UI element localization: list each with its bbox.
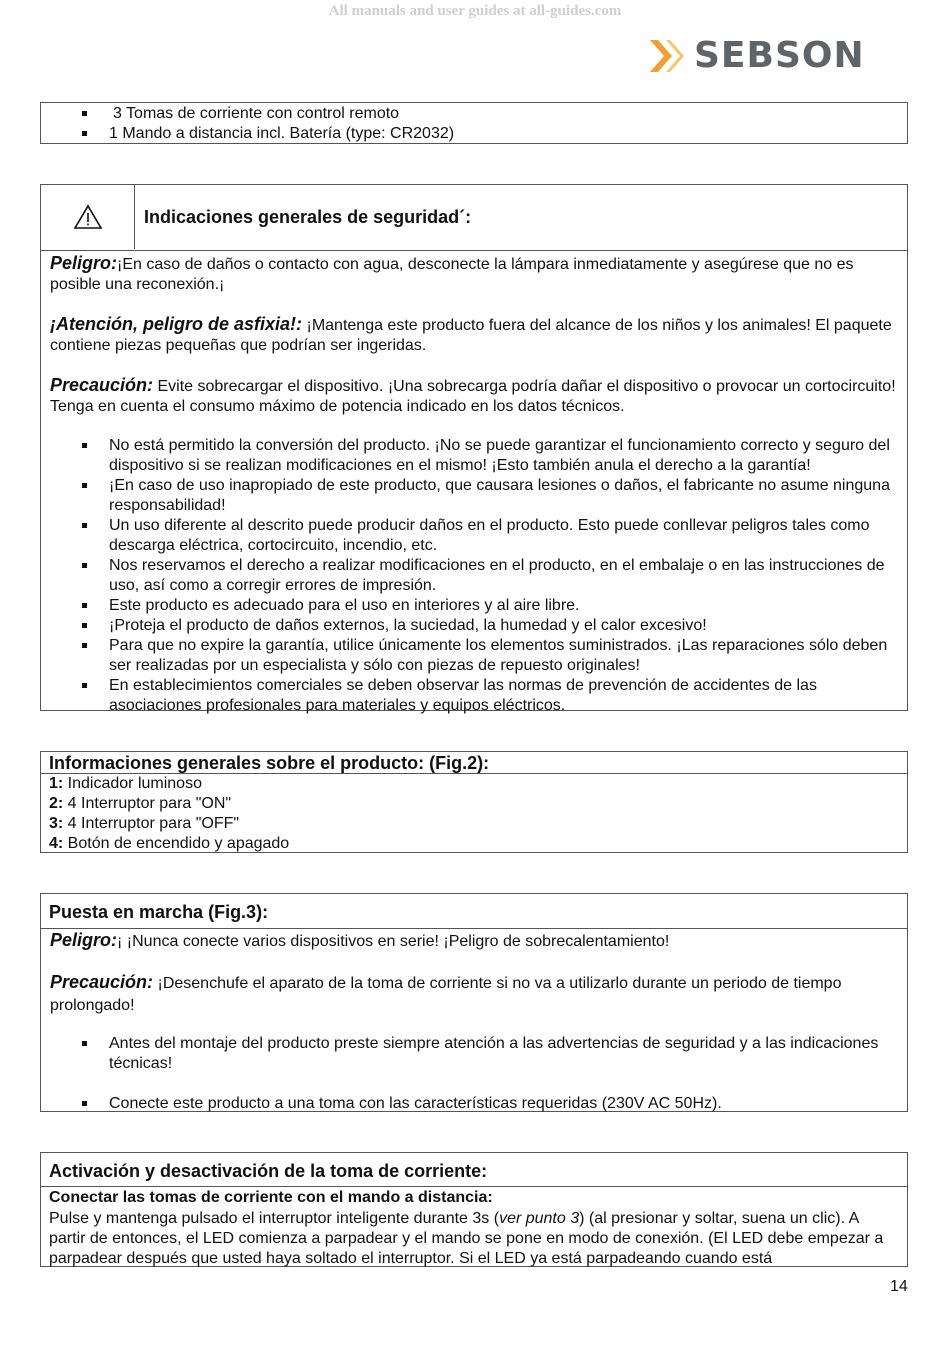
activation-text bbox=[49, 1209, 899, 1269]
safety-section bbox=[40, 184, 908, 714]
list-item: ¡En caso de uso inapropiado de este producto, que causara lesiones o daños, el fabricante no asume ninguna responsabilidad! bbox=[41, 476, 907, 516]
activation-text-b: ) (al presionar y soltar, suena un clic). A partir de entonces, el LED comienza a parpadear y el mando se pone en modo de conexión. (El LED debe empezar a parpadear después que usted haya soltado el interruptor. Si el LED ya está parpadeando cuando está bbox=[49, 1210, 884, 1267]
danger-label: Peligro: bbox=[50, 253, 118, 273]
activation-title: Activación y desactivación de la toma de corriente: bbox=[41, 1153, 907, 1187]
contents-item-text: 1 Mando a distancia incl. Batería (type: CR2032) bbox=[109, 125, 455, 142]
attention-label: ¡Atención, peligro de asfixia!: bbox=[50, 314, 303, 334]
product-info-item bbox=[49, 814, 899, 834]
startup-caution-paragraph bbox=[41, 971, 907, 1017]
attention-text: ¡Mantenga este producto fuera del alcance de los niños y los animales! El paquete contiene piezas pequeñas que podrían ser ingeridas. bbox=[50, 317, 892, 354]
item-text: Botón de encendido y apagado bbox=[63, 835, 290, 852]
list-item: Nos reservamos el derecho a realizar modificaciones en el producto, en el embalaje o en las instrucciones de uso, así como a corregir errores de impresión. bbox=[41, 556, 907, 596]
page-number: 14 bbox=[890, 1278, 908, 1295]
watermark: All manuals and user guides at all-guides.com bbox=[328, 3, 622, 19]
contents-item-text: 3 Tomas de corriente con control remoto bbox=[113, 105, 400, 122]
caution-label: Precaución: bbox=[50, 375, 154, 395]
product-info-title: Informaciones generales sobre el producto: (Fig.2): bbox=[41, 752, 907, 774]
activation-section bbox=[40, 1152, 908, 1267]
list-item: En establecimientos comerciales se deben observar las normas de prevención de accidentes de las asociaciones profesionales para materiales y equipos eléctricos. bbox=[41, 676, 907, 716]
item-text: Indicador luminoso bbox=[63, 775, 202, 792]
list-item: Este producto es adecuado para el uso en interiores y al aire libre. bbox=[41, 596, 907, 616]
startup-danger-paragraph bbox=[41, 930, 907, 952]
caution-text: Evite sobrecargar el dispositivo. ¡Una sobrecarga podría dañar el dispositivo o provocar un cortocircuito! Tenga en cuenta el consumo máximo de potencia indicado en los datos técnicos. bbox=[50, 378, 896, 415]
warning-cell bbox=[41, 185, 135, 249]
brand-name: SEBSON bbox=[694, 35, 865, 76]
startup-title: Puesta en marcha (Fig.3): bbox=[41, 894, 907, 929]
product-info-section bbox=[40, 751, 908, 853]
safety-header bbox=[41, 185, 907, 251]
activation-subtitle: Conectar las tomas de corriente con el mando a distancia: bbox=[49, 1189, 493, 1206]
caution-label: Precaución: bbox=[50, 972, 154, 992]
list-item: Conecte este producto a una toma con las características requeridas (230V AC 50Hz). bbox=[41, 1094, 907, 1114]
item-text: 4 Interruptor para "ON" bbox=[63, 795, 232, 812]
caution-paragraph bbox=[41, 375, 907, 417]
safety-bullets bbox=[41, 436, 907, 716]
danger-paragraph bbox=[41, 253, 907, 295]
item-number: 1: bbox=[49, 775, 64, 792]
danger-label: Peligro: bbox=[50, 930, 118, 950]
item-number: 2: bbox=[49, 795, 64, 812]
caution-text: ¡Desenchufe el aparato de la toma de corriente si no va a utilizarlo durante un periodo de tiempo prolongado! bbox=[50, 975, 842, 1014]
list-item: No está permitido la conversión del producto. ¡No se puede garantizar el funcionamiento correcto y seguro del dispositivo si se realizan modificaciones en el mismo! ¡Esto también anula el derecho a la garantía! bbox=[41, 436, 907, 476]
list-item: ¡Proteja el producto de daños externos, la suciedad, la humedad y el calor excesivo! bbox=[41, 616, 907, 636]
contents-box bbox=[40, 102, 908, 144]
list-item bbox=[41, 124, 907, 144]
danger-text: ¡ ¡Nunca conecte varios dispositivos en serie! ¡Peligro de sobrecalentamiento! bbox=[117, 933, 670, 950]
product-info-item bbox=[49, 834, 899, 854]
brand-chevron-icon bbox=[648, 38, 690, 74]
list-item: Antes del montaje del producto preste siempre atención a las advertencias de seguridad y a las indicaciones técnicas! bbox=[41, 1034, 907, 1074]
activation-text-italic: ver punto 3 bbox=[499, 1210, 580, 1227]
brand-logo bbox=[648, 36, 865, 76]
product-info-item bbox=[49, 794, 899, 814]
contents-list bbox=[41, 104, 907, 144]
item-number: 4: bbox=[49, 835, 64, 852]
activation-text-a: Pulse y mantenga pulsado el interruptor inteligente durante 3s ( bbox=[49, 1210, 500, 1227]
startup-section bbox=[40, 893, 908, 1112]
startup-bullets bbox=[41, 1034, 907, 1114]
list-item bbox=[41, 104, 907, 124]
list-item: Para que no expire la garantía, utilice únicamente los elementos suministrados. ¡Las reparaciones sólo deben ser realizadas por un especialista y sólo con piezas de repuesto originales! bbox=[41, 636, 907, 676]
item-text: 4 Interruptor para "OFF" bbox=[63, 815, 240, 832]
attention-paragraph bbox=[41, 314, 907, 356]
list-item: Un uso diferente al descrito puede producir daños en el producto. Esto puede conllevar peligros tales como descarga eléctrica, cortocircuito, incendio, etc. bbox=[41, 516, 907, 556]
warning-triangle-icon bbox=[73, 204, 103, 230]
safety-title: Indicaciones generales de seguridad´: bbox=[144, 207, 472, 227]
product-info-item bbox=[49, 774, 899, 794]
danger-text: ¡En caso de daños o contacto con agua, desconecte la lámpara inmediatamente y asegúrese que no es posible una reconexión.¡ bbox=[50, 256, 854, 293]
item-number: 3: bbox=[49, 815, 64, 832]
